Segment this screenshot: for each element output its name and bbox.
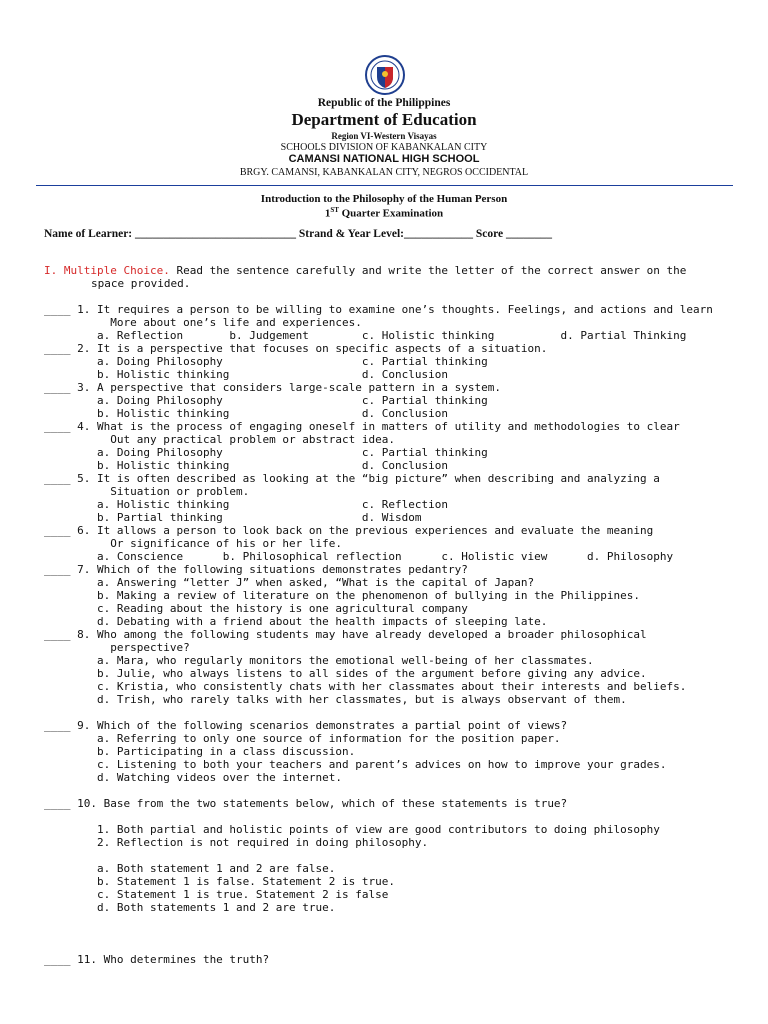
- question-line: b. Holistic thinking d. Conclusion: [44, 368, 448, 381]
- question-line: c. Listening to both your teachers and parent’s advices on how to improve your grades.: [44, 758, 667, 771]
- quarter-text: Quarter Examination: [338, 207, 444, 220]
- question-line: ____ 1. It requires a person to be willing to examine one’s thoughts. Feelings, and actions and learn: [44, 303, 713, 316]
- question-line: ____ 2. It is a perspective that focuses on specific aspects of a situation.: [44, 342, 548, 355]
- question-line: b. Making a review of literature on the phenomenon of bullying in the Philippines.: [44, 589, 641, 602]
- question-line: b. Holistic thinking d. Conclusion: [44, 407, 448, 420]
- question-line: b. Holistic thinking d. Conclusion: [44, 459, 448, 472]
- quarter-superscript: ST: [330, 206, 339, 214]
- school-name: CAMANSI NATIONAL HIGH SCHOOL: [288, 153, 480, 165]
- question-line: c. Kristia, who consistently chats with her classmates about their interests and beliefs.: [44, 680, 687, 693]
- question-line: Or significance of his or her life.: [44, 537, 343, 550]
- question-line: d. Watching videos over the internet.: [44, 771, 343, 784]
- question-line: a. Conscience b. Philosophical reflection c. Holistic view d. Philosophy: [44, 550, 674, 563]
- question-line: a. Mara, who regularly monitors the emotional well-being of her classmates.: [44, 654, 594, 667]
- question-line: 2. Reflection is not required in doing philosophy.: [44, 836, 429, 849]
- division-line: SCHOOLS DIVISION OF KABANKALAN CITY: [280, 142, 488, 153]
- question-line: b. Statement 1 is false. Statement 2 is true.: [44, 875, 395, 888]
- question-line: a. Answering “letter J” when asked, “What is the capital of Japan?: [44, 576, 535, 589]
- school-address: BRGY. CAMANSI, KABANKALAN CITY, NEGROS OCCIDENTAL: [239, 167, 529, 178]
- question-line: ____ 6. It allows a person to look back on the previous experiences and evaluate the meaning: [44, 524, 654, 537]
- question-line: ____ 4. What is the process of engaging oneself in matters of utility and methodologies to clear: [44, 420, 680, 433]
- question-line: Situation or problem.: [44, 485, 250, 498]
- question-line: Out any practical problem or abstract idea.: [44, 433, 395, 446]
- republic-line: Republic of the Philippines: [317, 97, 451, 109]
- section-instructions: [44, 264, 686, 277]
- question-line: d. Debating with a friend about the health impacts of sleeping late.: [44, 615, 548, 628]
- question-line: ____ 11. Who determines the truth?: [44, 953, 270, 966]
- quarter-number: 1: [324, 207, 331, 220]
- question-line: ____ 10. Base from the two statements below, which of these statements is true?: [44, 797, 568, 810]
- deped-seal-icon: [355, 55, 415, 95]
- subject-title: Introduction to the Philosophy of the Human Person: [260, 193, 508, 205]
- region-line: Region VI-Western Visayas: [331, 131, 437, 141]
- question-line: b. Partial thinking d. Wisdom: [44, 511, 422, 524]
- department-title: Department of Education: [291, 110, 477, 129]
- question-line: d. Trish, who rarely talks with her classmates, but is always observant of them.: [44, 693, 627, 706]
- question-line: 1. Both partial and holistic points of view are good contributors to doing philosophy: [44, 823, 660, 836]
- question-line: a. Referring to only one source of information for the position paper.: [44, 732, 561, 745]
- question-line: ____ 3. A perspective that considers large-scale pattern in a system.: [44, 381, 501, 394]
- question-line: c. Reading about the history is one agricultural company: [44, 602, 468, 615]
- question-line: a. Holistic thinking c. Reflection: [44, 498, 448, 511]
- question-line: c. Statement 1 is true. Statement 2 is false: [44, 888, 389, 901]
- question-line: ____ 5. It is often described as looking at the “big picture” when describing and analyzing a: [44, 472, 660, 485]
- header-divider: [36, 185, 733, 186]
- section-instruction-cont: space provided.: [91, 277, 191, 290]
- question-line: b. Participating in a class discussion.: [44, 745, 356, 758]
- quarter-title: [0, 206, 768, 220]
- question-line: a. Doing Philosophy c. Partial thinking: [44, 394, 488, 407]
- question-line: a. Reflection b. Judgement c. Holistic thinking d. Partial Thinking: [44, 329, 687, 342]
- question-line: a. Doing Philosophy c. Partial thinking: [44, 446, 488, 459]
- question-line: perspective?: [44, 641, 190, 654]
- question-line: d. Both statements 1 and 2 are true.: [44, 901, 336, 914]
- question-line: ____ 9. Which of the following scenarios demonstrates a partial point of views?: [44, 719, 568, 732]
- section-title: I. Multiple Choice.: [44, 264, 170, 277]
- question-line: ____ 8. Who among the following students may have already developed a broader philosophical: [44, 628, 647, 641]
- question-line: ____ 7. Which of the following situations demonstrates pedantry?: [44, 563, 468, 576]
- question-line: a. Doing Philosophy c. Partial thinking: [44, 355, 488, 368]
- learner-info-line: Name of Learner: ____________________________ Strand & Year Level:____________ Score ________: [44, 228, 552, 240]
- question-line: b. Julie, who always listens to all sides of the argument before giving any advice.: [44, 667, 647, 680]
- question-line: a. Both statement 1 and 2 are false.: [44, 862, 336, 875]
- section-instruction-text: Read the sentence carefully and write the letter of the correct answer on the: [169, 264, 687, 277]
- question-line: More about one’s life and experiences.: [44, 316, 362, 329]
